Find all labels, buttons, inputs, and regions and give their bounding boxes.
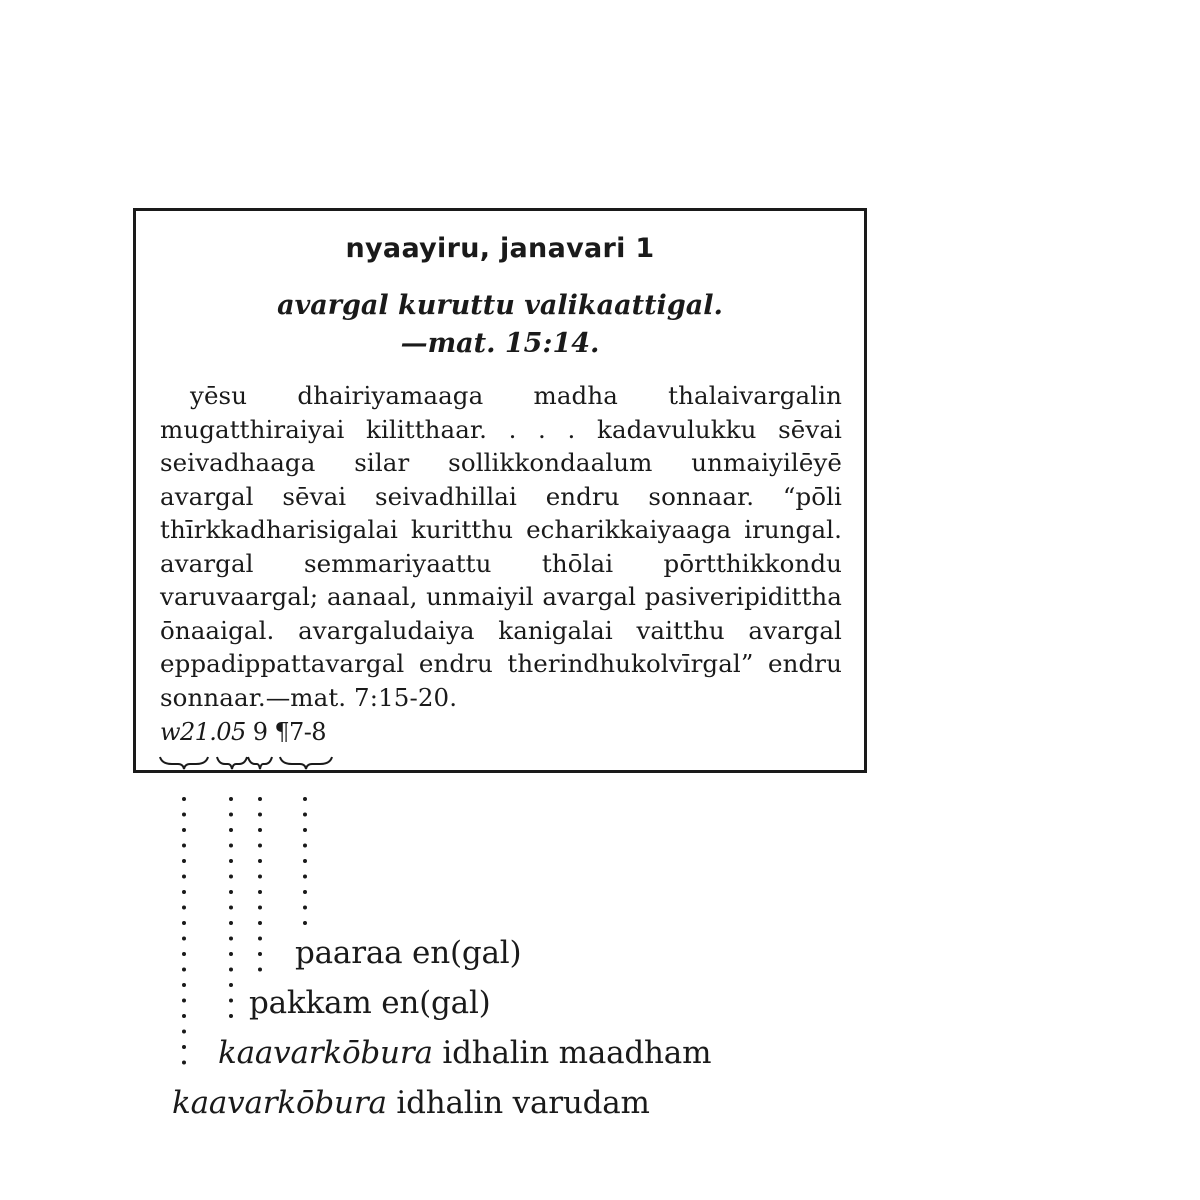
legend-year-publication: kaavarkōbura: [172, 1085, 387, 1121]
legend-year-text: idhalin varudam: [386, 1085, 650, 1121]
legend-paragraph-number: paaraa en(gal): [295, 935, 522, 971]
reference-paragraph: ¶7-8: [274, 718, 326, 746]
theme-scripture-citation: —mat. 15:14.: [400, 328, 600, 359]
reference-publication: w21.05: [160, 718, 246, 746]
legend-issue-month: [218, 1035, 711, 1071]
source-reference: [160, 718, 326, 746]
legend-issue-year: [172, 1085, 650, 1121]
body-paragraph: yēsu dhairiyamaaga madha thalaivargalin mugatthiraiyai kilitthaar. . . . kadavulukku sēvai seivadhaaga silar sollikkondaalum unmaiyilēyē avargal sēvai seivadhillai endru sonnaar. “pōli thīrkkadharisigalai kuritthu echarikkaiyaaga irungal. avargal semmariyaattu thōlai pōrtthikkondu varuvaargal; aanaal, unmaiyil avargal pasiveripidittha ōnaaigal. avargaludaiya kanigalai vaitthu avargal eppadippattavargal endru therindhukolvīrgal” endru sonnaar.—mat. 7:15-20.: [160, 381, 842, 712]
legend-issue-text: idhalin maadham: [432, 1035, 712, 1071]
date-heading: nyaayiru, janavari 1: [345, 233, 655, 264]
reference-page: 9: [252, 718, 268, 746]
theme-scripture-text: avargal kuruttu valikaattigal.: [277, 290, 723, 321]
theme-scripture: [136, 287, 864, 363]
legend-page-number: pakkam en(gal): [249, 985, 491, 1021]
legend-issue-publication: kaavarkōbura: [218, 1035, 433, 1071]
daily-text-card: [133, 208, 867, 773]
